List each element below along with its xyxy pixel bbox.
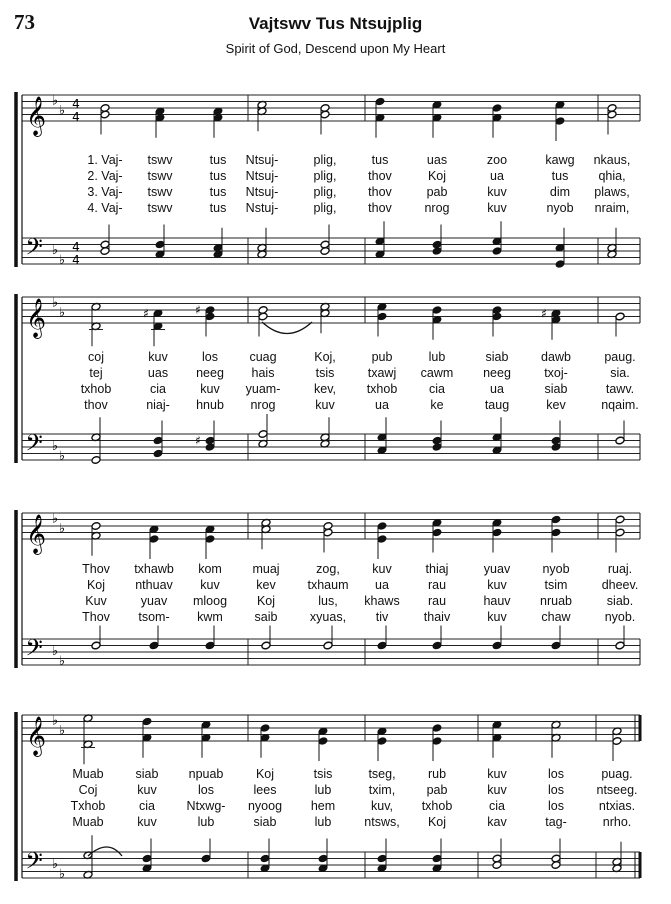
lyric-syllable: cuag [249, 350, 277, 364]
lyric-syllable: Muab [72, 767, 104, 781]
lyric-syllable: ua [375, 398, 389, 412]
hymn-title: Vajtswv Tus Ntsujplig [248, 14, 423, 33]
lyric-syllable: tawv. [605, 382, 635, 396]
lyric-syllable: kuv [487, 201, 507, 215]
lyric-syllable: nraim, [594, 201, 630, 215]
lyric-syllable: thaiv [423, 610, 451, 624]
lyric-syllable: neeg [196, 366, 224, 380]
lyric-syllable: tswv [147, 201, 173, 215]
key-flat: ♭ [51, 243, 59, 258]
lyric-syllable: ke [430, 398, 444, 412]
lyric-syllable: los [548, 799, 564, 813]
lyric-syllable: neeg [483, 366, 511, 380]
key-flat: ♭ [51, 439, 59, 454]
bass-clef: 𝄢 [25, 848, 43, 880]
lyric-syllable: xyuas, [309, 610, 347, 624]
lyric-syllable: zoo [486, 153, 508, 167]
lyric-syllable: plig, [313, 169, 337, 183]
lyric-syllable: tus [551, 169, 569, 183]
lyric-syllable: kuv [487, 578, 507, 592]
lyric-syllable: tag- [545, 815, 567, 829]
lyric-syllable: kuv [487, 783, 507, 797]
lyric-syllable: pab [426, 185, 448, 199]
lyric-syllable: chaw [541, 610, 571, 624]
lyric-syllable: 3. Vaj- [87, 185, 123, 199]
key-flat: ♭ [51, 511, 59, 527]
lyric-syllable: cia [429, 382, 445, 396]
lyric-syllable: txhob [80, 382, 112, 396]
lyric-syllable: niaj- [146, 398, 170, 412]
lyric-syllable: 4. Vaj- [87, 201, 123, 215]
lyric-syllable: yuam- [245, 382, 281, 396]
lyric-syllable: kuv [137, 783, 157, 797]
lyric-syllable: kuv [200, 578, 220, 592]
lyric-syllable: txhob [421, 799, 453, 813]
lyric-syllable: ua [490, 382, 504, 396]
lyric-syllable: Ntsuj- [245, 185, 279, 199]
lyric-syllable: txhawb [134, 562, 174, 576]
lyric-syllable: lees [253, 783, 277, 797]
lyric-syllable: yuav [140, 594, 168, 608]
lyric-syllable: ntseeg. [596, 783, 638, 797]
lyric-syllable: 1. Vaj- [87, 153, 123, 167]
lyric-syllable: plig, [313, 185, 337, 199]
lyric-syllable: Thov [82, 610, 110, 624]
lyric-syllable: taug [484, 398, 510, 412]
lyric-syllable: zog, [316, 562, 340, 576]
time-signature-top: 4 [72, 97, 80, 111]
lyric-syllable: tsis [313, 767, 333, 781]
lyric-syllable: Ntsuj- [245, 153, 279, 167]
key-flat: ♭ [58, 103, 66, 119]
lyric-syllable: tsim [544, 578, 568, 592]
key-flat: ♭ [51, 857, 59, 872]
lyric-syllable: ntxias. [598, 799, 636, 813]
lyric-syllable: siab [485, 350, 509, 364]
lyric-syllable: txhob [366, 382, 398, 396]
lyric-syllable: kawg [545, 153, 575, 167]
time-signature-bottom: 4 [72, 253, 80, 267]
key-flat: ♭ [51, 93, 59, 109]
lyric-syllable: rau [427, 594, 447, 608]
sharp-accidental: ♯ [195, 433, 201, 448]
slur [262, 322, 312, 334]
lyric-syllable: Nstuj- [245, 201, 279, 215]
lyric-syllable: ruaj. [607, 562, 633, 576]
lyric-syllable: siab [253, 815, 277, 829]
lyric-syllable: Koj [255, 767, 275, 781]
lyric-syllable: lub [197, 815, 215, 829]
lyric-syllable: rub [427, 767, 447, 781]
lyric-syllable: lub [314, 815, 332, 829]
lyric-syllable: cia [150, 382, 166, 396]
lyric-syllable: Muab [72, 815, 104, 829]
lyric-syllable: tsom- [138, 610, 170, 624]
lyric-syllable: ua [490, 169, 504, 183]
lyric-syllable: Ntxwg- [186, 799, 226, 813]
lyric-syllable: plig, [313, 201, 337, 215]
lyric-syllable: rau [427, 578, 447, 592]
lyric-syllable: puag. [601, 767, 633, 781]
lyric-syllable: ntsws, [364, 815, 400, 829]
bass-clef: 𝄢 [25, 234, 43, 266]
lyric-syllable: kuv [148, 350, 168, 364]
key-flat: ♭ [58, 723, 66, 739]
lyric-syllable: kuv [487, 767, 507, 781]
hymn-subtitle: Spirit of God, Descend upon My Heart [225, 41, 446, 56]
hymn-number: 73 [14, 10, 35, 34]
lyric-syllable: sia. [610, 366, 630, 380]
lyric-syllable: thov [84, 398, 108, 412]
bass-clef: 𝄢 [25, 635, 43, 667]
lyric-syllable: tus [209, 153, 227, 167]
lyric-syllable: tswv [147, 169, 173, 183]
lyric-syllable: tej [89, 366, 103, 380]
lyric-syllable: dheev. [601, 578, 639, 592]
lyric-syllable: nrog [250, 398, 276, 412]
bass-clef: 𝄢 [25, 430, 43, 462]
lyric-syllable: tseg, [368, 767, 396, 781]
lyric-syllable: Txhob [70, 799, 106, 813]
lyric-syllable: nyob [542, 562, 570, 576]
lyric-syllable: siab. [606, 594, 634, 608]
lyric-syllable: thov [368, 201, 392, 215]
lyric-syllable: kev, [314, 382, 336, 396]
lyric-syllable: txhaum [307, 578, 349, 592]
lyric-syllable: thiaj [425, 562, 449, 576]
lyric-syllable: plig, [313, 153, 337, 167]
lyric-syllable: lus, [318, 594, 338, 608]
lyric-syllable: los [548, 767, 564, 781]
lyric-syllable: cawm [420, 366, 454, 380]
lyric-syllable: tus [371, 153, 389, 167]
lyric-syllable: nqaim. [601, 398, 639, 412]
lyric-syllable: Coj [78, 783, 98, 797]
lyric-syllable: kuv [487, 185, 507, 199]
lyric-syllable: Koj [86, 578, 106, 592]
lyric-syllable: kom [198, 562, 222, 576]
lyric-syllable: kuv [372, 562, 392, 576]
lyric-syllable: plaws, [594, 185, 630, 199]
lyric-syllable: cia [489, 799, 505, 813]
lyric-syllable: Thov [82, 562, 110, 576]
lyric-syllable: coj [88, 350, 104, 364]
lyric-syllable: txim, [368, 783, 396, 797]
lyric-syllable: los [198, 783, 214, 797]
lyric-syllable: saib [254, 610, 278, 624]
key-flat: ♭ [58, 305, 66, 321]
lyric-syllable: los [202, 350, 218, 364]
lyric-syllable: nyob [546, 201, 574, 215]
lyric-syllable: tus [209, 185, 227, 199]
lyric-syllable: los [548, 783, 564, 797]
lyric-syllable: kwm [197, 610, 223, 624]
lyric-syllable: khaws [364, 594, 400, 608]
lyric-syllable: kev [256, 578, 276, 592]
lyric-syllable: yuav [483, 562, 511, 576]
lyric-syllable: tus [209, 201, 227, 215]
key-flat: ♭ [58, 521, 66, 537]
lyric-syllable: kev [546, 398, 566, 412]
lyric-syllable: nrho. [602, 815, 632, 829]
lyric-syllable: qhia, [598, 169, 626, 183]
time-signature-top: 4 [72, 240, 80, 254]
lyric-syllable: thov [368, 185, 392, 199]
lyric-syllable: uas [426, 153, 448, 167]
lyric-syllable: tswv [147, 185, 173, 199]
lyric-syllable: siab [544, 382, 568, 396]
lyric-line-verse-4 [0, 610, 671, 628]
lyric-syllable: lub [428, 350, 446, 364]
lyric-syllable: txoj- [544, 366, 568, 380]
key-flat: ♭ [51, 295, 59, 311]
lyric-syllable: kuv [315, 398, 335, 412]
lyric-syllable: cia [139, 799, 155, 813]
lyric-syllable: ua [375, 578, 389, 592]
lyric-syllable: hauv [483, 594, 511, 608]
lyric-syllable: nkaus, [593, 153, 631, 167]
lyric-syllable: paug. [604, 350, 636, 364]
lyric-syllable: tsis [315, 366, 335, 380]
lyric-line-verse-4 [0, 398, 671, 416]
lyric-syllable: dim [549, 185, 571, 199]
lyric-syllable: mloog [192, 594, 228, 608]
lyric-syllable: hnub [196, 398, 224, 412]
lyric-syllable: pub [371, 350, 393, 364]
lyric-syllable: kav [487, 815, 507, 829]
lyric-syllable: npuab [188, 767, 224, 781]
lyric-syllable: thov [368, 169, 392, 183]
key-flat: ♭ [58, 448, 66, 464]
lyric-syllable: tswv [147, 153, 173, 167]
key-flat: ♭ [51, 644, 59, 659]
lyric-syllable: hais [251, 366, 275, 380]
lyric-syllable: nrog [424, 201, 450, 215]
lyric-syllable: kuv [137, 815, 157, 829]
sharp-accidental: ♯ [195, 303, 201, 317]
lyric-syllable: pab [426, 783, 448, 797]
sharp-accidental: ♯ [143, 306, 149, 321]
lyric-syllable: Koj, [314, 350, 336, 364]
lyric-syllable: Koj [256, 594, 276, 608]
key-flat: ♭ [58, 653, 66, 669]
lyric-syllable: kuv [200, 382, 220, 396]
lyric-syllable: txawj [367, 366, 397, 380]
lyric-syllable: muaj [252, 562, 280, 576]
treble-clef: 𝄞 [25, 514, 47, 554]
lyric-syllable: hem [310, 799, 336, 813]
lyric-syllable: dawb [541, 350, 571, 364]
lyric-syllable: nyoog [247, 799, 283, 813]
lyric-syllable: Ntsuj- [245, 169, 279, 183]
lyric-syllable: nruab [540, 594, 572, 608]
lyric-syllable: 2. Vaj- [87, 169, 123, 183]
lyric-syllable: nyob. [604, 610, 636, 624]
lyric-syllable: kuv, [371, 799, 393, 813]
key-flat: ♭ [58, 252, 66, 268]
lyric-syllable: tiv [375, 610, 389, 624]
treble-clef: 𝄞 [25, 716, 47, 756]
treble-clef: 𝄞 [25, 298, 47, 338]
sharp-accidental: ♯ [541, 306, 547, 321]
lyric-line-verse-4 [0, 201, 671, 219]
key-flat: ♭ [58, 866, 66, 882]
lyric-line-verse-4 [0, 815, 671, 833]
lyric-syllable: kuv [487, 610, 507, 624]
lyric-syllable: lub [314, 783, 332, 797]
lyric-syllable: Kuv [85, 594, 107, 608]
lyric-syllable: Koj [427, 169, 447, 183]
lyric-syllable: siab [135, 767, 159, 781]
lyric-syllable: nthuav [135, 578, 173, 592]
lyric-syllable: tus [209, 169, 227, 183]
key-flat: ♭ [51, 713, 59, 729]
time-signature-bottom: 4 [72, 110, 80, 124]
lyric-syllable: Koj [427, 815, 447, 829]
treble-clef: 𝄞 [25, 96, 47, 136]
lyric-syllable: uas [147, 366, 169, 380]
